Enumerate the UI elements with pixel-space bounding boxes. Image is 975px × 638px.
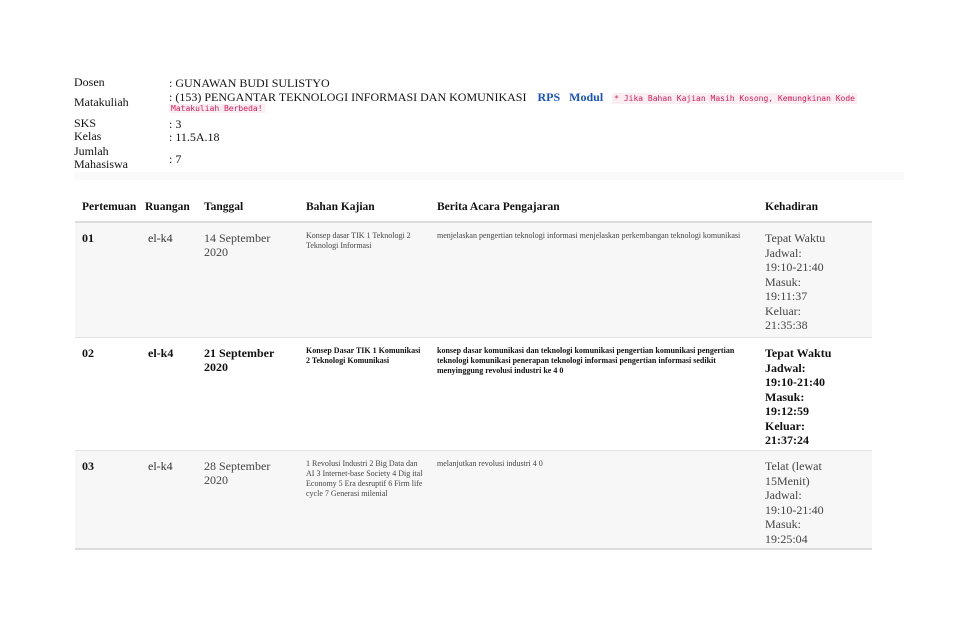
row-berita: menjelaskan pengertian teknologi informasi menjelaskan perkembangan teknologi komunikasi <box>430 222 758 338</box>
table-header <box>75 193 872 222</box>
row-date: 28 September 2020 <box>197 451 299 550</box>
kelas-label: Kelas <box>74 129 102 143</box>
dosen-label: Dosen <box>74 75 105 89</box>
row-no: 02 <box>75 338 141 451</box>
rps-link[interactable]: RPS <box>537 90 561 104</box>
row-attendance <box>758 338 872 451</box>
sks-label: SKS <box>74 116 97 130</box>
header-berita-acara: Berita Acara Pengajaran <box>430 193 758 222</box>
table-row <box>75 222 872 338</box>
att-jadwal: 19:10-21:40 <box>765 375 825 389</box>
att-masuk-label: Masuk: <box>765 389 805 404</box>
attendance-table <box>75 193 872 549</box>
matakuliah-value-group <box>169 90 857 105</box>
att-jadwal-label: Jadwal: <box>765 245 802 260</box>
divider <box>74 172 904 180</box>
table-row <box>75 451 872 550</box>
row-date: 21 September 2020 <box>197 338 299 451</box>
att-jadwal: 19:10-21:40 <box>765 260 824 274</box>
jumlah-label-line2: Mahasiswa <box>74 157 128 171</box>
row-room: el-k4 <box>141 451 197 550</box>
row-room: el-k4 <box>141 338 197 451</box>
dosen-value: : GUNAWAN BUDI SULISTYO <box>169 76 330 90</box>
row-bahan: 1 Revolusi Industri 2 Big Data dan AI 3 Internet-base Society 4 Dig ital Economy 5 Era desruptif 6 Firm life cycle 7 Generasi milenial <box>299 451 430 550</box>
att-jadwal-label: Jadwal: <box>765 488 802 502</box>
jumlah-value: : 7 <box>169 152 182 166</box>
att-status: Tepat Waktu <box>765 231 826 245</box>
row-berita: konsep dasar komunikasi dan teknologi komunikasi pengertian komunikasi pengertian teknologi komunikasi penerapan teknologi informasi pengertian informasi sedikit menyinggung revolusi industri ke 4 0 <box>430 338 758 451</box>
att-keluar: 21:37:24 <box>765 433 809 447</box>
header-tanggal: Tanggal <box>197 193 299 222</box>
row-date: 14 September 2020 <box>197 222 299 338</box>
row-no: 01 <box>75 222 141 338</box>
att-masuk-label: Masuk: <box>765 274 801 289</box>
module-links <box>537 90 612 104</box>
table-row <box>75 338 872 451</box>
modul-link[interactable]: Modul <box>569 90 604 104</box>
att-status: Tepat Waktu <box>765 346 832 360</box>
matakuliah-value: : (153) PENGANTAR TEKNOLOGI INFORMASI DAN KOMUNIKASI <box>169 90 527 104</box>
header-kehadiran: Kehadiran <box>758 193 872 222</box>
att-masuk: 19:12:59 <box>765 404 809 418</box>
att-masuk-label: Masuk: <box>765 517 801 531</box>
att-jadwal-label: Jadwal: <box>765 360 806 375</box>
table-bottom-border <box>75 548 872 550</box>
header-ruangan: Ruangan <box>141 193 197 222</box>
att-keluar: 21:35:38 <box>765 318 808 332</box>
jumlah-label <box>74 145 166 171</box>
header-bahan-kajian: Bahan Kajian <box>299 193 430 222</box>
warning-note: * Jika Bahan Kajian Masih Kosong, Kemungkinan Kode <box>614 94 855 103</box>
warning-note-cont: Matakuliah Berbeda! <box>171 104 263 113</box>
row-bahan: Konsep dasar TIK 1 Teknologi 2 Teknologi Informasi <box>299 222 430 338</box>
att-status: Telat (lewat 15Menit) <box>765 459 822 488</box>
row-berita: melanjutkan revolusi industri 4 0 <box>430 451 758 550</box>
att-jadwal: 19:10-21:40 <box>765 502 824 517</box>
row-room: el-k4 <box>141 222 197 338</box>
row-attendance <box>758 222 872 338</box>
row-bahan: Konsep Dasar TIK 1 Komunikasi 2 Teknologi Komunikasi <box>299 338 430 451</box>
sks-value: : 3 <box>169 117 182 131</box>
jumlah-label-line1: Jumlah <box>74 144 109 158</box>
header-pertemuan: Pertemuan <box>75 193 141 222</box>
att-keluar-label: Keluar: <box>765 303 801 318</box>
matakuliah-label: Matakuliah <box>74 95 129 109</box>
row-no: 03 <box>75 451 141 550</box>
row-attendance <box>758 451 872 550</box>
att-keluar-label: Keluar: <box>765 418 805 433</box>
att-masuk: 19:25:04 <box>765 531 808 546</box>
att-masuk: 19:11:37 <box>765 289 808 303</box>
kelas-value: : 11.5A.18 <box>169 130 220 144</box>
